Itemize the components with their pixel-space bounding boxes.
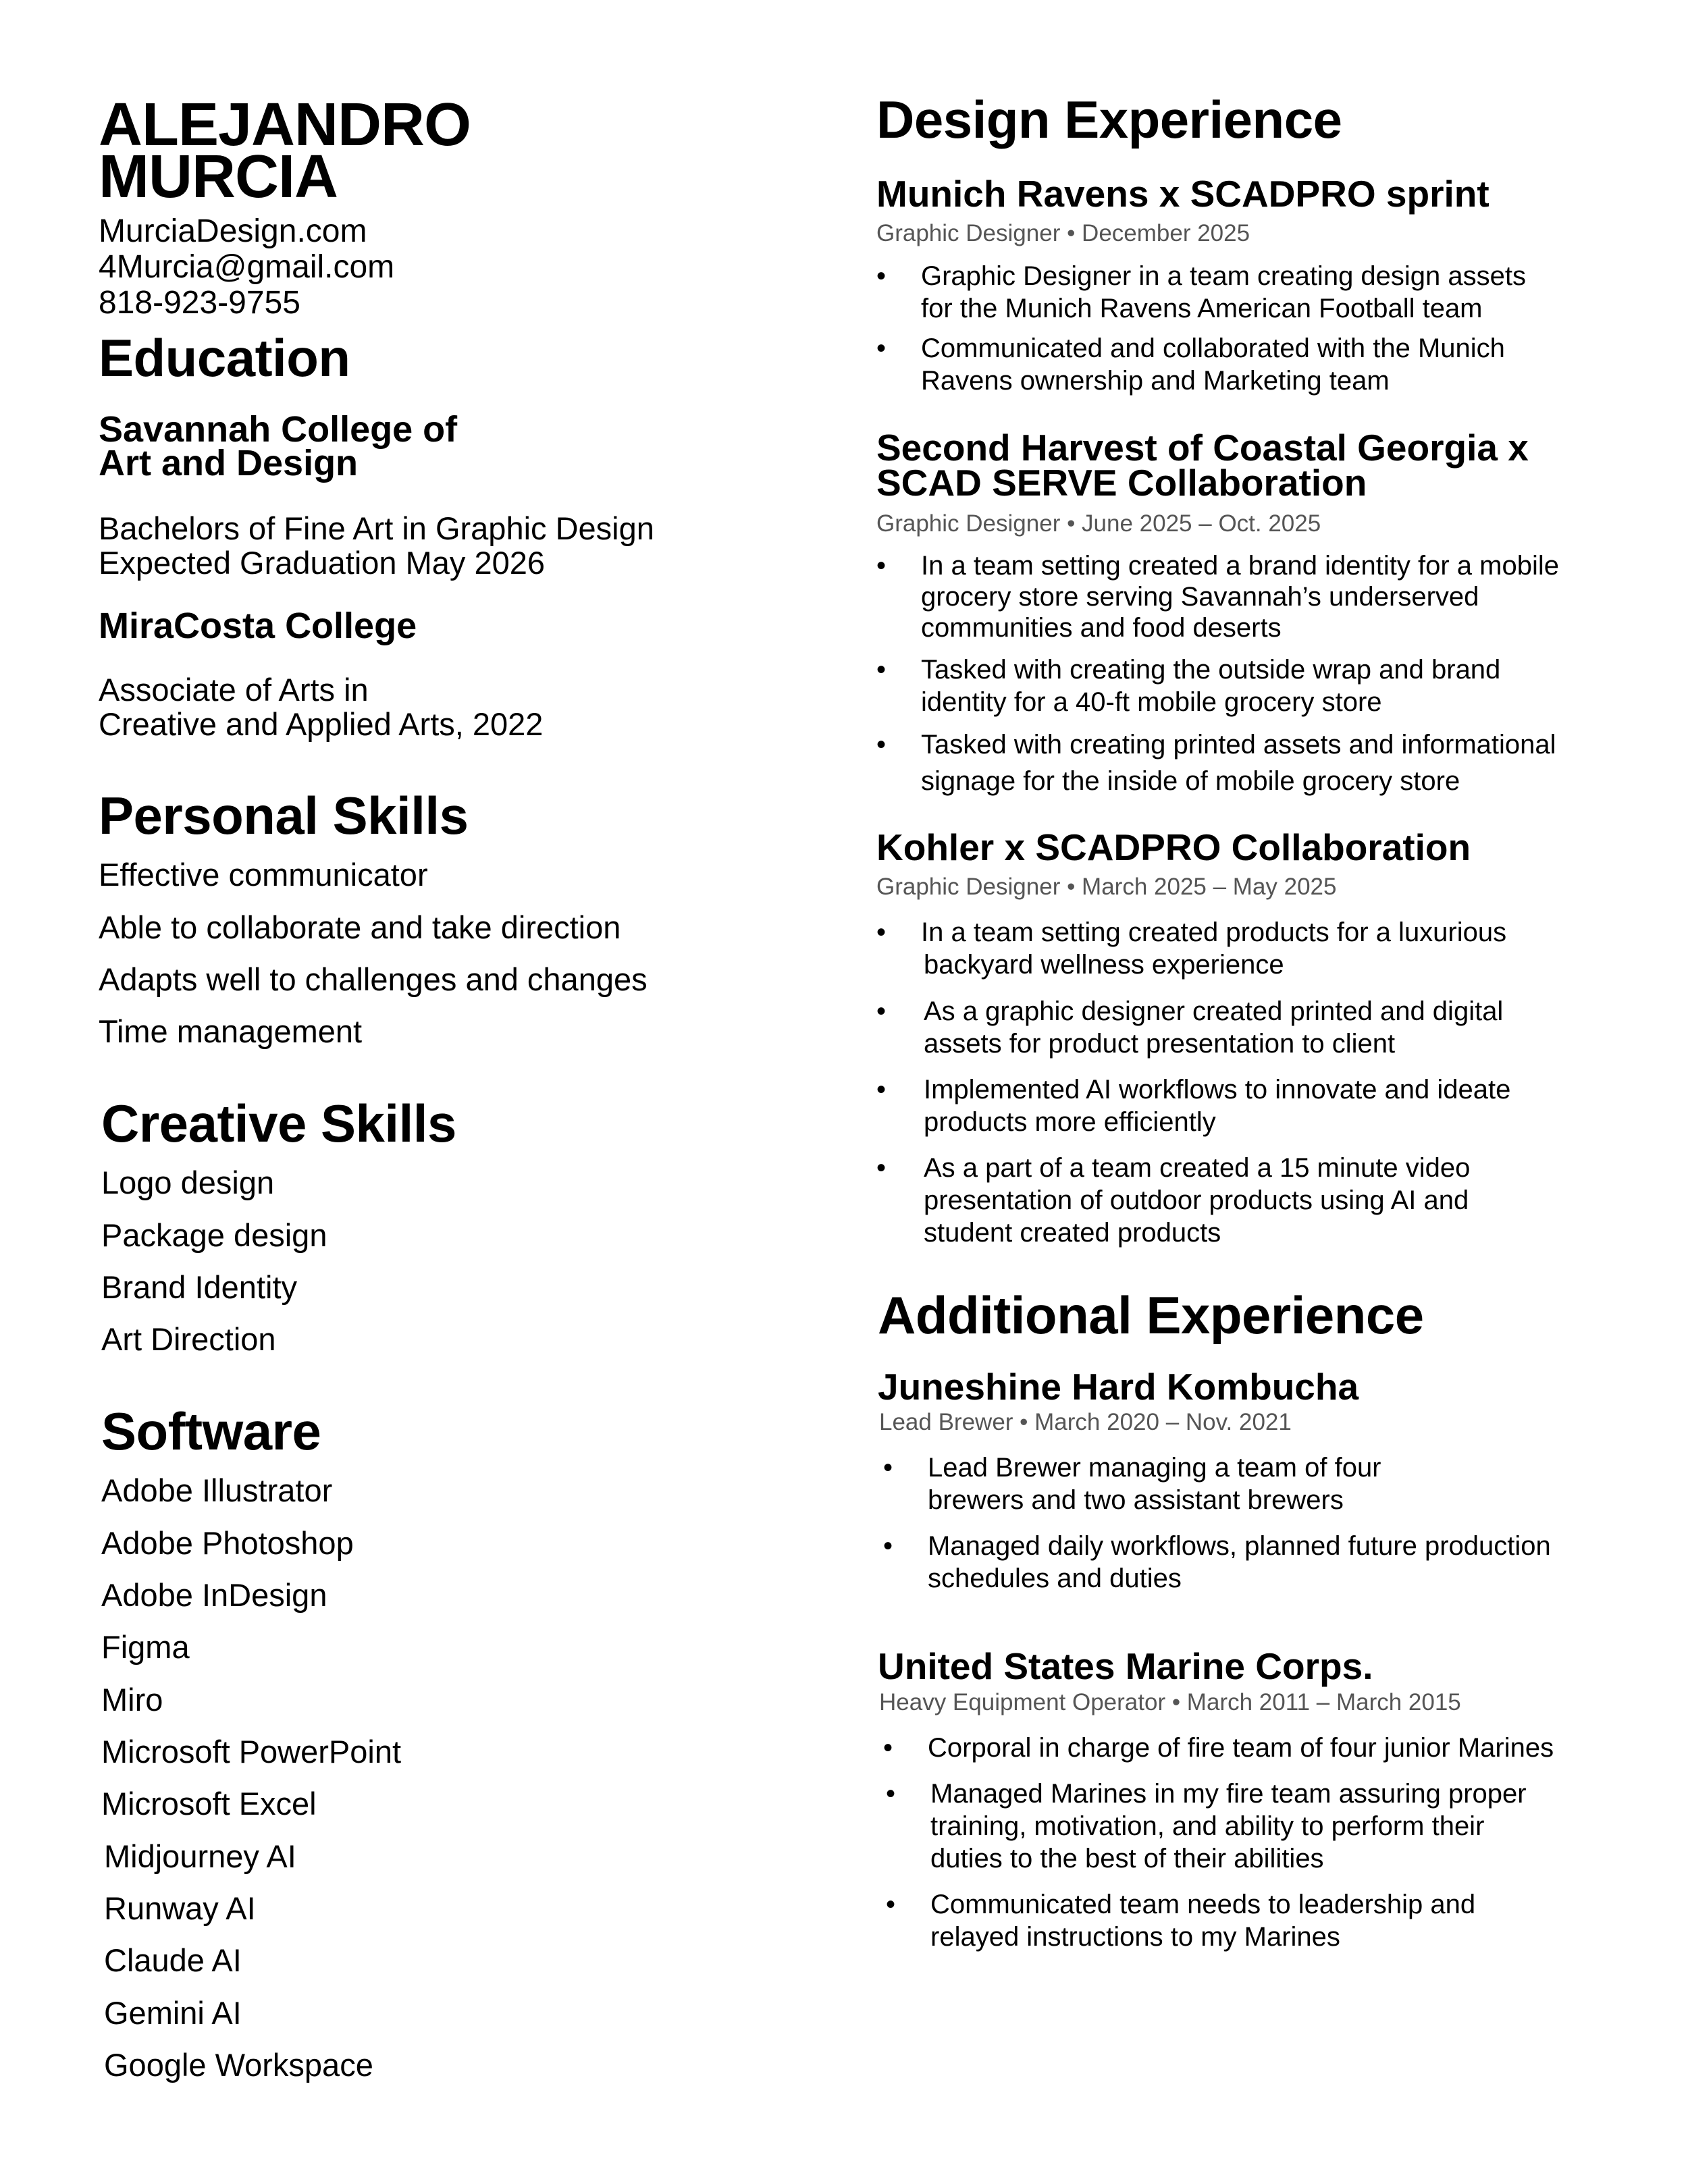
personal-skill-item: Time management [99, 1013, 363, 1049]
school2-degree-line2: Creative and Applied Arts, 2022 [99, 706, 544, 742]
creative-skill-item: Art Direction [101, 1321, 276, 1357]
school2-name: MiraCosta College [99, 606, 417, 646]
job-meta: Heavy Equipment Operator • March 2011 – March 2015 [879, 1689, 1461, 1715]
job-meta: Graphic Designer • March 2025 – May 2025 [876, 874, 1337, 900]
bullet-icon: • [876, 1153, 887, 1183]
software-item: Adobe InDesign [101, 1577, 327, 1613]
additional-experience-heading: Additional Experience [878, 1285, 1424, 1345]
creative-skill-item: Package design [101, 1217, 327, 1253]
software-item: Google Workspace [104, 2047, 373, 2083]
software-item: Microsoft Excel [101, 1786, 317, 1821]
bullet-icon: • [883, 1531, 893, 1561]
job-meta: Lead Brewer • March 2020 – Nov. 2021 [879, 1409, 1292, 1435]
job-title: Kohler x SCADPRO Collaboration [876, 826, 1471, 868]
job-title: Munich Ravens x SCADPRO sprint [876, 173, 1489, 215]
school1-name-line1: Savannah College of [99, 409, 458, 450]
bullet-icon: • [883, 1733, 893, 1763]
creative-skill-item: Brand Identity [101, 1269, 298, 1305]
bullet-icon: • [876, 730, 887, 760]
bullet-icon: • [886, 1779, 896, 1809]
software-item: Midjourney AI [104, 1838, 296, 1874]
job-title: Juneshine Hard Kombucha [878, 1366, 1359, 1408]
bullet-icon: • [886, 1890, 896, 1919]
name-line1: ALEJANDRO [99, 91, 471, 159]
school1-graduation: Expected Graduation May 2026 [99, 545, 546, 581]
personal-skills-heading: Personal Skills [99, 786, 469, 845]
software-item: Adobe Photoshop [101, 1525, 354, 1561]
job-meta: Graphic Designer • June 2025 – Oct. 2025 [876, 510, 1321, 537]
job-meta: Graphic Designer • December 2025 [876, 220, 1250, 246]
education-heading: Education [99, 328, 350, 388]
software-item: Microsoft PowerPoint [101, 1734, 402, 1769]
email-link[interactable]: 4Murcia@gmail.com [99, 249, 395, 285]
software-item: Miro [101, 1682, 163, 1717]
creative-skills-heading: Creative Skills [101, 1094, 456, 1153]
job-title: United States Marine Corps. [878, 1645, 1373, 1687]
school2-degree-line1: Associate of Arts in [99, 672, 369, 708]
personal-skill-item: Able to collaborate and take direction [99, 909, 621, 945]
creative-skill-item: Logo design [101, 1165, 275, 1200]
bullet-icon: • [876, 655, 887, 685]
name-line2: MURCIA [99, 143, 338, 211]
design-experience-heading: Design Experience [876, 90, 1342, 149]
software-heading: Software [101, 1402, 321, 1461]
bullet-icon: • [876, 996, 887, 1026]
bullet-icon: • [876, 917, 887, 947]
phone-number: 818-923-9755 [99, 285, 300, 321]
website-link[interactable]: MurciaDesign.com [99, 213, 367, 249]
bullet-icon: • [876, 334, 887, 363]
bullet-icon: • [883, 1453, 893, 1483]
software-item: Adobe Illustrator [101, 1472, 333, 1508]
bullet-icon: • [876, 551, 887, 581]
school1-degree: Bachelors of Fine Art in Graphic Design [99, 510, 654, 546]
software-item: Figma [101, 1629, 190, 1665]
school1-name-line2: Art and Design [99, 443, 359, 483]
software-item: Runway AI [104, 1890, 256, 1926]
software-item: Gemini AI [104, 1995, 242, 2031]
bullet-icon: • [876, 261, 887, 291]
job-title: Second Harvest of Coastal Georgia x [876, 427, 1529, 469]
job-title: SCAD SERVE Collaboration [876, 462, 1367, 504]
software-item: Claude AI [104, 1942, 242, 1978]
personal-skill-item: Effective communicator [99, 857, 428, 893]
personal-skill-item: Adapts well to challenges and changes [99, 961, 648, 997]
bullet-icon: • [876, 1075, 887, 1104]
